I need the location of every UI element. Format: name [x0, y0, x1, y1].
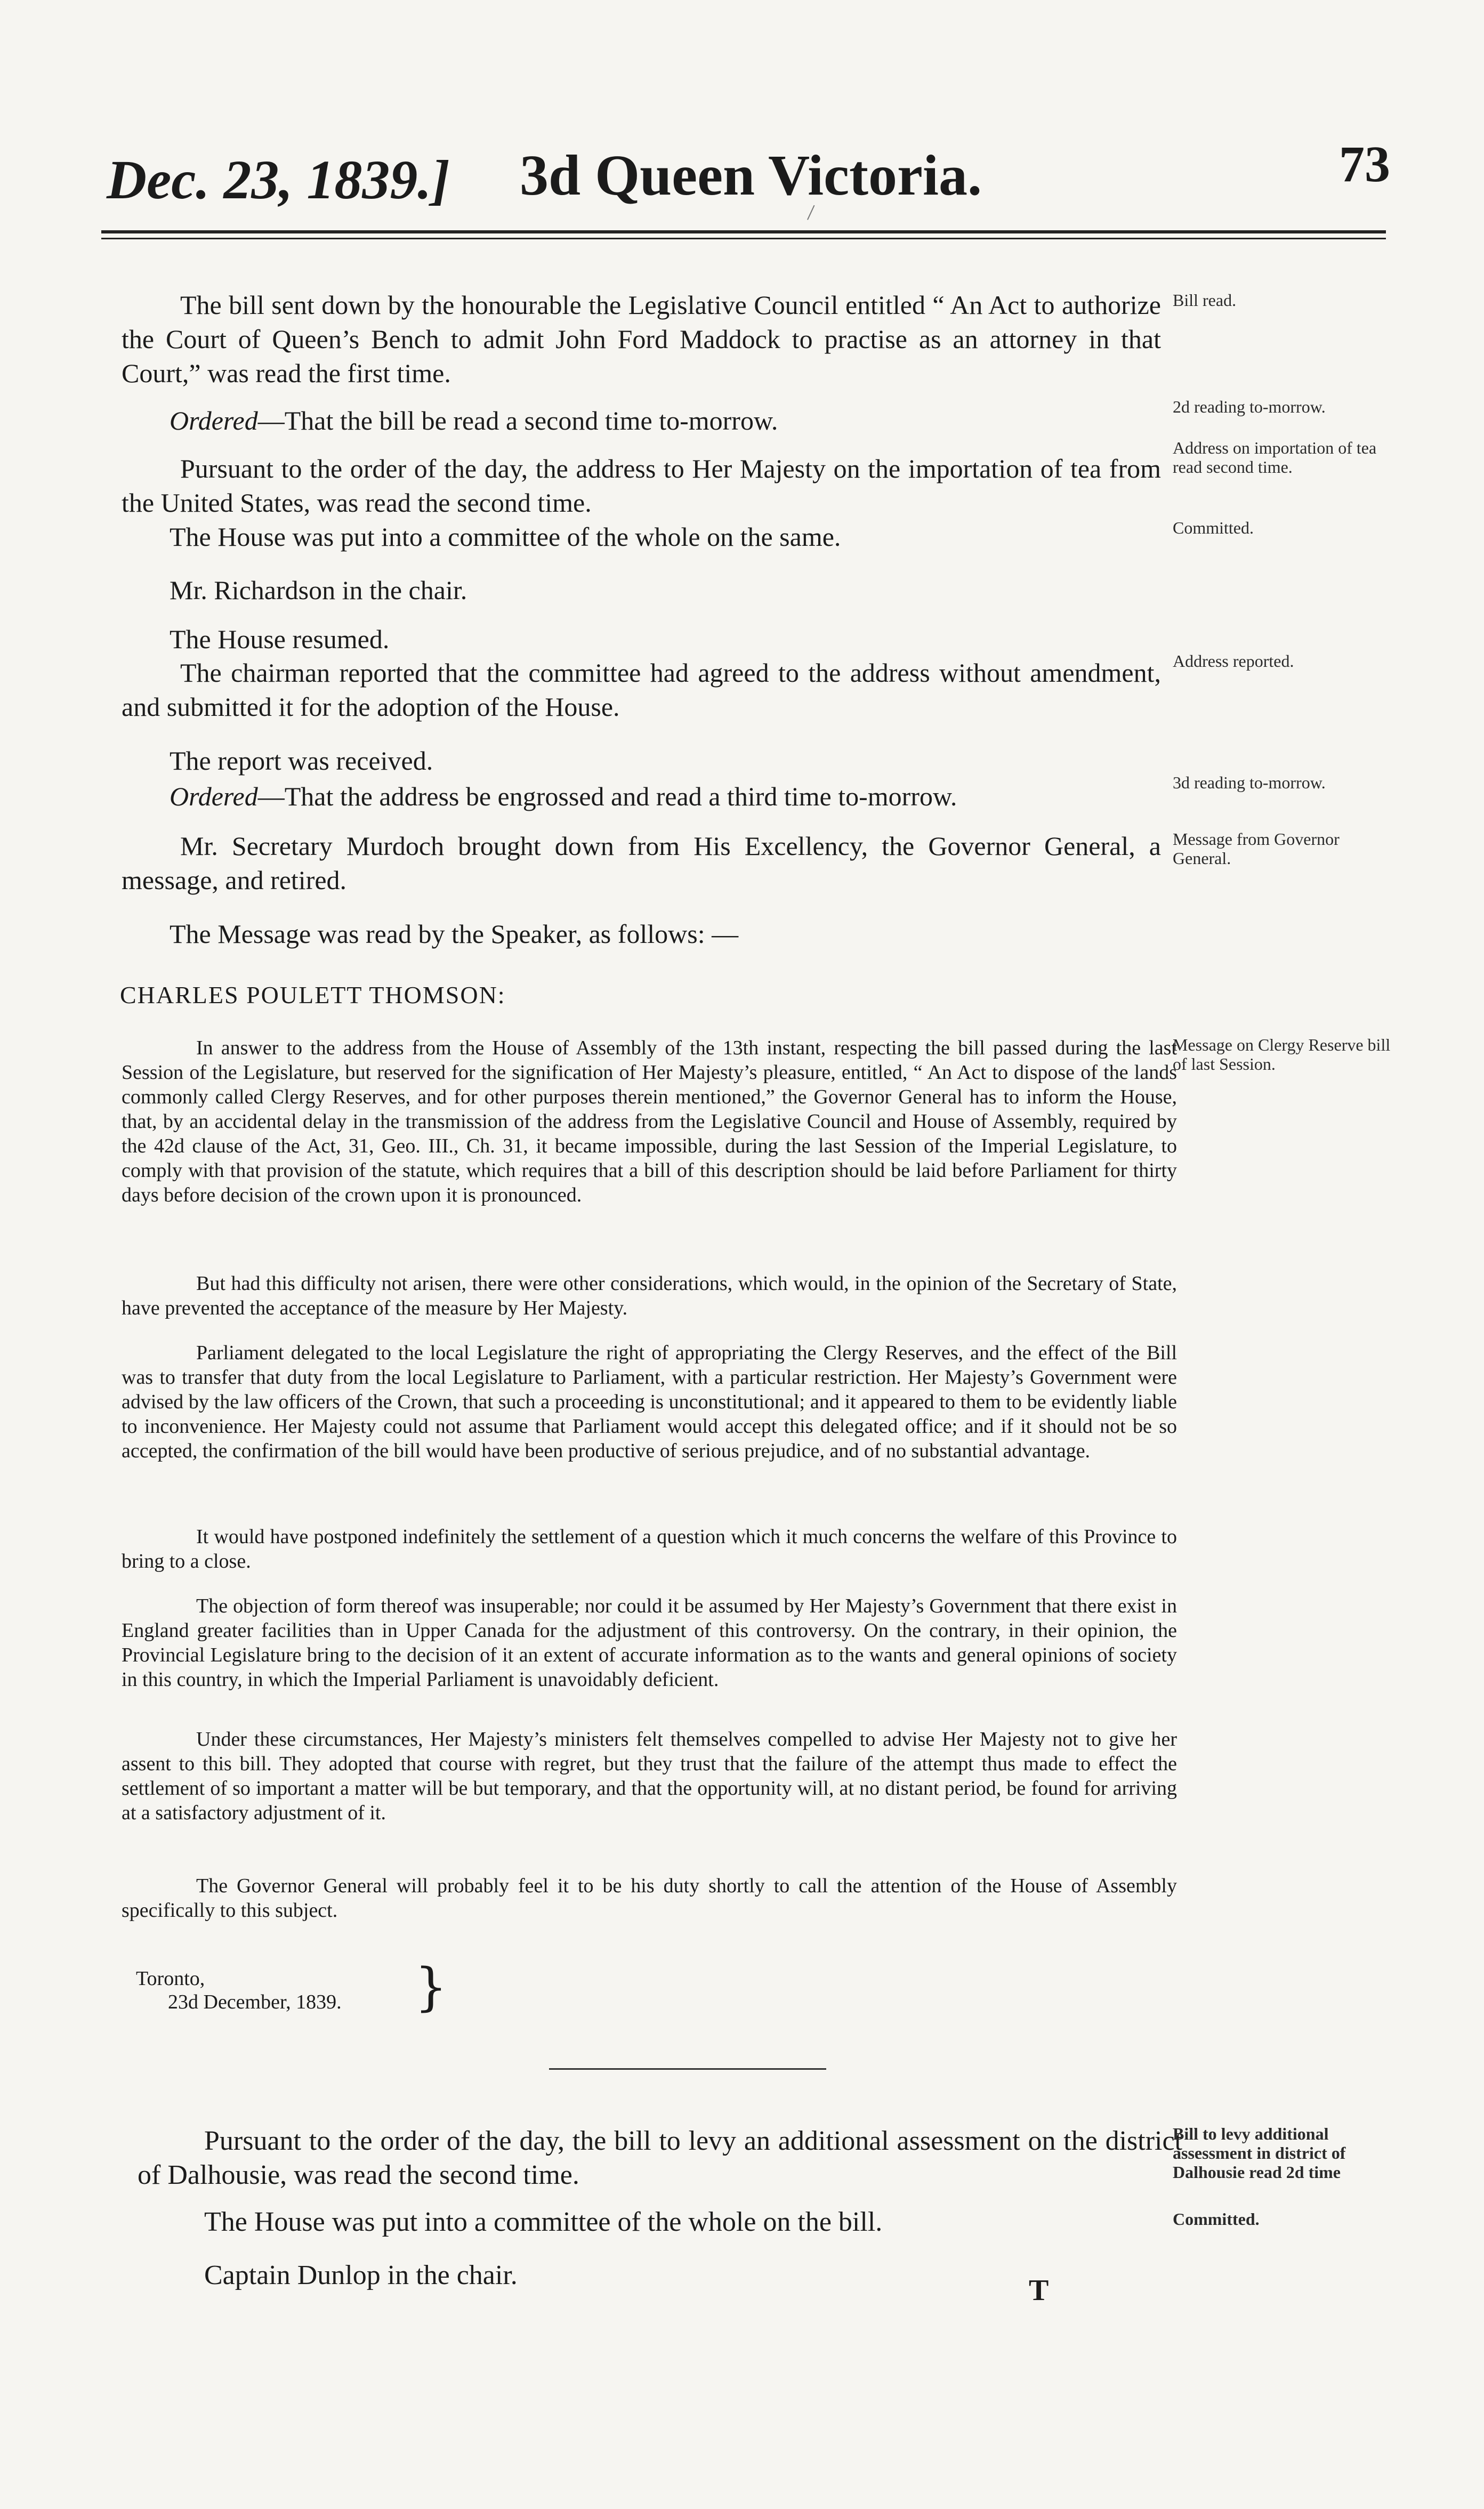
message-paragraph: Under these circumstances, Her Majesty’s ministers felt themselves compelled to advise Her Majesty not to give her assent to this bill. They adopted that course with regret, but they trust that the failure of the attempt thus made to effect the settlement of so important a matter will be but temporary, and that the opportunity will, at no distant period, be found for arriving at a satisfactory adjustment of it.: [122, 1728, 1177, 1824]
ordered-lead: Ordered: [170, 406, 258, 435]
paragraph-message-read: The Message was read by the Speaker, as follows: —: [170, 919, 739, 949]
message-paragraph: Parliament delegated to the local Legislature the right of appropriating the Clergy Reserves, and the effect of the Bill was to transfer that duty from the local Legislature to Parliament, with a particular restriction. Her Majesty’s Government were advised by the law officers of the Crown, that such a proceeding is unconstitutional; and it appeared to them to be evidently liable to inconvenience. Her Majesty could not assume that Parliament would accept this delegated office; and if it should not be so accepted, the confirmation of the bill would have been productive of serious prejudice, and of no substantial advantage.: [122, 1342, 1177, 1462]
paragraph-ordered-second-reading: [170, 404, 1172, 438]
paragraph-committee-bill: The House was put into a committee of the whole on the bill.: [204, 2207, 883, 2237]
header-rule-thin: [101, 238, 1386, 239]
header-rule-thick: [101, 230, 1386, 233]
paragraph-house-resumed: The House resumed.: [170, 624, 390, 654]
header-date: Dec. 23, 1839.]: [107, 149, 450, 211]
paragraph-chairman-report: The chairman reported that the committee had agreed to the address without amendment, and submitted it for the adoption of the House.: [122, 658, 1161, 722]
paragraph-chair: Mr. Richardson in the chair.: [170, 575, 467, 605]
margin-note: Address on importation of tea read second time.: [1173, 438, 1377, 477]
margin-note: 2d reading to-morrow.: [1173, 397, 1326, 416]
ordered-text: —That the bill be read a second time to-morrow.: [257, 406, 778, 435]
paragraph-tea-address: Pursuant to the order of the day, the address to Her Majesty on the importation of tea from the United States, was read the second time.: [122, 454, 1161, 518]
paragraph-committee: The House was put into a committee of the whole on the same.: [170, 522, 841, 552]
paragraph-report-received: The report was received.: [170, 746, 433, 776]
margin-note: Address reported.: [1173, 651, 1294, 671]
paragraph-dunlop-chair: Captain Dunlop in the chair.: [204, 2260, 518, 2290]
message-place: Toronto,: [136, 1967, 205, 1990]
margin-note: Bill read.: [1173, 291, 1237, 310]
margin-note: Committed.: [1173, 2209, 1260, 2229]
brace-glyph: }: [415, 1957, 448, 2017]
page-number: 73: [1339, 135, 1390, 192]
message-paragraph: But had this difficulty not arisen, there were other considerations, which would, in the opinion of the Secretary of State, have prevented the acceptance of the measure by Her Majesty.: [122, 1272, 1177, 1319]
paragraph-dalhousie-bill: Pursuant to the order of the day, the bill to levy an additional assessment on the district of Dalhousie, was read the second time.: [138, 2126, 1182, 2190]
message-paragraph: It would have postponed indefinitely the settlement of a question which it much concerns the welfare of this Province to bring to a close.: [122, 1526, 1177, 1572]
header-title: 3d Queen Victoria.: [520, 144, 982, 207]
margin-note: Message from Governor General.: [1173, 829, 1340, 868]
ordered-text: —That the address be engrossed and read a third time to-morrow.: [257, 781, 957, 811]
message-paragraph: The Governor General will probably feel it to be his duty shortly to call the attention of the House of Assembly specifically to this subject.: [122, 1875, 1177, 1922]
section-divider: [549, 2068, 826, 2070]
message-paragraph: The objection of form thereof was insuperable; nor could it be assumed by Her Majesty’s Government that there exist in England greater facilities than in Upper Canada for the adjustment of this controversy. On the contrary, in their opinion, the Provincial Legislature bring to the decision of it an extent of accurate information as to the wants and general opinions of society in this country, in which the Imperial Parliament is unavoidably deficient.: [122, 1595, 1177, 1691]
signature-mark: T: [1029, 2274, 1049, 2307]
ordered-lead: Ordered: [170, 781, 258, 811]
message-dateline: [136, 1967, 342, 2014]
margin-note: Bill to levy additional assessment in district of Dalhousie read 2d time: [1173, 2124, 1346, 2182]
message-date: 23d December, 1839.: [168, 1991, 342, 2013]
margin-note: 3d reading to-morrow.: [1173, 773, 1326, 792]
message-signature: CHARLES POULETT THOMSON:: [120, 981, 506, 1009]
paragraph-secretary-murdoch: Mr. Secretary Murdoch brought down from His Excellency, the Governor General, a message, and retired.: [122, 831, 1161, 895]
paragraph-ordered-third-reading: [170, 779, 1172, 813]
margin-note: Message on Clergy Reserve bill of last Session.: [1173, 1035, 1391, 1074]
margin-note: Committed.: [1173, 518, 1254, 537]
paragraph-bill-read: The bill sent down by the honourable the Legislative Council entitled “ An Act to authorize the Court of Queen’s Bench to admit John Ford Maddock to practise as an attorney in that Court,” was read the first time.: [122, 290, 1161, 388]
message-paragraph: In answer to the address from the House of Assembly of the 13th instant, respecting the bill passed during the last Session of the Legislature, but reserved for the signification of Her Majesty’s pleasure, entitled, “ An Act to dispose of the lands commonly called Clergy Reserves, and for other purposes therein mentioned,” the Governor General has to inform the House, that, by an accidental delay in the transmission of the address from the Legislative Council and House of Assembly, required by the 42d clause of the Act, 31, Geo. III., Ch. 31, it became impossible, during the last Session of the Imperial Legislature, to comply with that provision of the statute, which requires that a bill of this description should be laid before Parliament for thirty days before decision of the crown upon it is pronounced.: [122, 1037, 1177, 1206]
